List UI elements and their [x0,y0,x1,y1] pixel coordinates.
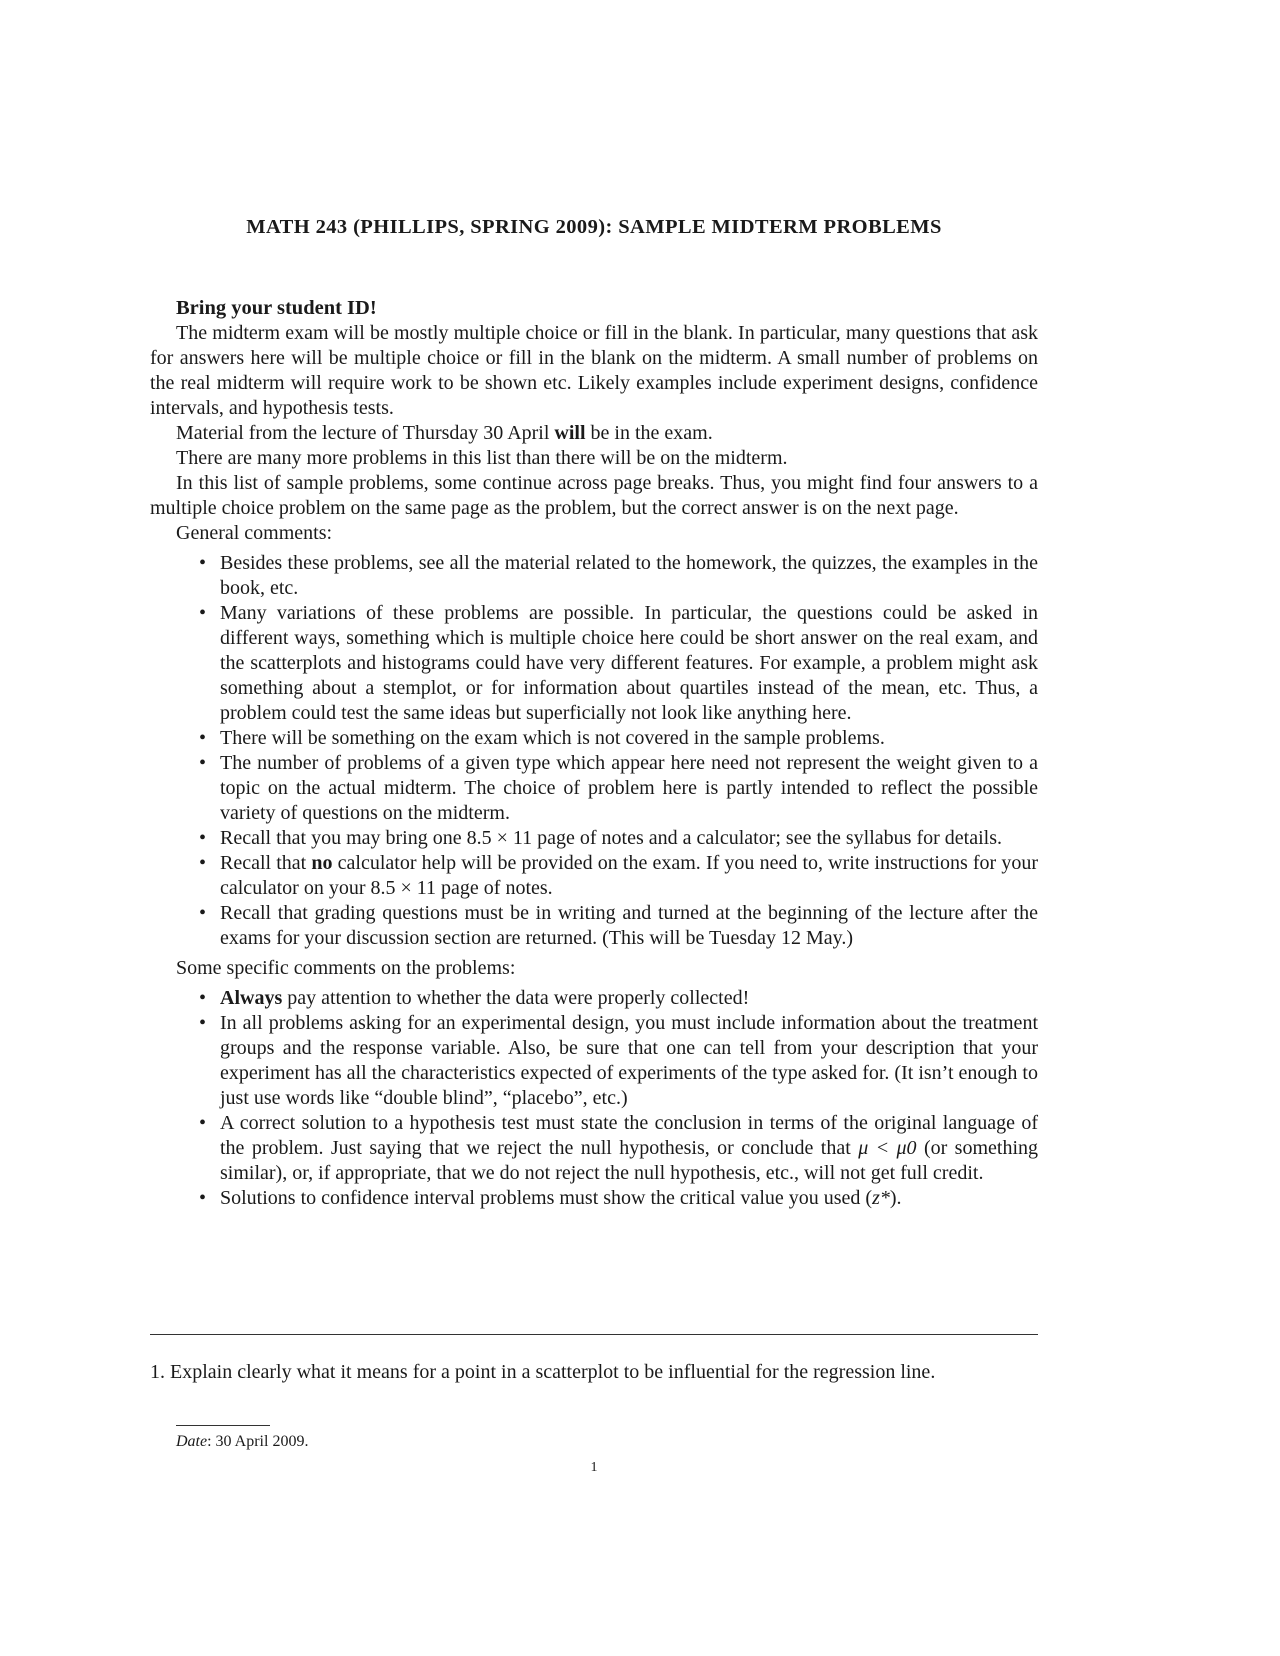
general-comments-heading: General comments: [176,522,333,544]
document-body [150,296,1038,1216]
specific-comments-heading: Some specific comments on the problems: [176,957,516,979]
intro-paragraph-1: The midterm exam will be mostly multiple choice or fill in the blank. In particular, many questions that ask for answers here will be multiple choice or fill in the blank on the midterm. A small number of problems on the real midterm will require work to be shown etc. Likely examples include experiment designs, confidence intervals, and hypothesis tests. [150,322,1038,419]
bullet-icon: • [199,552,207,574]
intro-paragraph-4: In this list of sample problems, some continue across page breaks. Thus, you might find four answers to a multiple choice problem on the same page as the problem, but the correct answer is on the next page. [150,472,1038,519]
bullet-icon: • [199,987,207,1009]
list-item-text-end: ). [889,1187,902,1209]
list-item [199,851,1039,901]
list-item-bold: no [311,852,333,874]
list-item-bold: Always [220,987,283,1009]
bullet-icon: • [199,1112,207,1134]
intro-paragraph-3: There are many more problems in this list than there will be on the midterm. [176,447,788,469]
intro-paragraph-2 [150,421,1038,446]
list-item-text: Many variations of these problems are possible. In particular, the questions could be asked in different ways, something which is multiple choice here could be short answer on the real exam, and the scatterplots and histograms could have very different features. For example, a problem might ask something about a stemplot, or for information about quartiles instead of the mean, etc. Thus, a problem could test the same ideas but superficially not look like anything here. [220,602,1038,724]
list-item-text: There will be something on the exam which is not covered in the sample problems. [220,727,885,749]
list-item-text: Solutions to confidence interval problems must show the critical value you used ( [220,1187,873,1209]
bullet-icon: • [199,602,207,624]
footnote-date [176,1433,308,1451]
bullet-icon: • [199,827,207,849]
list-item [199,901,1038,951]
list-item-text: Recall that you may bring one 8.5 × 11 page of notes and a calculator; see the syllabus for details. [220,827,1002,849]
list-item [199,601,1038,726]
list-item-text-end: (or something similar), or, if appropriate, that we do not reject the null hypothesis, etc., will not get full credit. [220,1137,1039,1184]
list-item-text: pay attention to whether the data were properly collected! [287,987,750,1009]
bullet-icon: • [199,852,207,874]
intro-p2-text-end: be in the exam. [590,422,713,444]
list-item-text: A correct solution to a hypothesis test must state the conclusion in terms of the original language of the problem. Just saying that we reject the null hypothesis, or conclude that [220,1112,1038,1159]
list-item-text: Recall that grading questions must be in writing and turned at the beginning of the lecture after the exams for your discussion section are returned. (This will be Tuesday 12 May.) [220,902,1038,949]
problem-1: 1. Explain clearly what it means for a point in a scatterplot to be influential for the regression line. [150,1361,936,1383]
list-item [199,1011,1038,1111]
section-divider [150,1334,1038,1335]
list-item-text-end: calculator help will be provided on the exam. If you need to, write instructions for your calculator on your 8.5 × 11 page of notes. [220,852,1039,899]
general-comments-list [150,551,1038,951]
bullet-icon: • [199,727,207,749]
bullet-icon: • [199,902,207,924]
student-id-heading: Bring your student ID! [176,297,377,319]
list-item-text: Recall that [220,852,307,874]
list-item [199,826,1038,851]
footnote-divider [176,1425,270,1426]
list-item [199,726,1038,751]
list-item [199,551,1038,601]
bullet-icon: • [199,752,207,774]
page-title: MATH 243 (PHILLIPS, SPRING 2009): SAMPLE MIDTERM PROBLEMS [246,216,942,238]
list-item [199,751,1038,826]
intro-p2-bold: will [554,422,586,444]
specific-comments-list [150,986,1038,1211]
list-item-text: Besides these problems, see all the material related to the homework, the quizzes, the examples in the book, etc. [220,552,1038,599]
intro-p2-text: Material from the lecture of Thursday 30 April [176,422,550,444]
list-item [199,1111,1039,1186]
math-expression: z* [872,1187,890,1209]
list-item-text: The number of problems of a given type which appear here need not represent the weight given to a topic on the actual midterm. The choice of problem here is partly intended to reflect the possible variety of questions on the midterm. [220,752,1038,824]
bullet-icon: • [199,1012,207,1034]
list-item-text: In all problems asking for an experimental design, you must include information about the treatment groups and the response variable. Also, be sure that one can tell from your description that your experiment has all the characteristics expected of experiments of the type asked for. (It isn’t enough to just use words like “double blind”, “placebo”, etc.) [220,1012,1038,1109]
list-item [199,986,1038,1011]
footnote-label: Date [176,1433,208,1450]
list-item [199,1186,1038,1211]
footnote-value: : 30 April 2009. [207,1433,309,1450]
page-number: 1 [590,1460,598,1475]
bullet-icon: • [199,1187,207,1209]
math-expression: μ < μ0 [858,1137,917,1159]
